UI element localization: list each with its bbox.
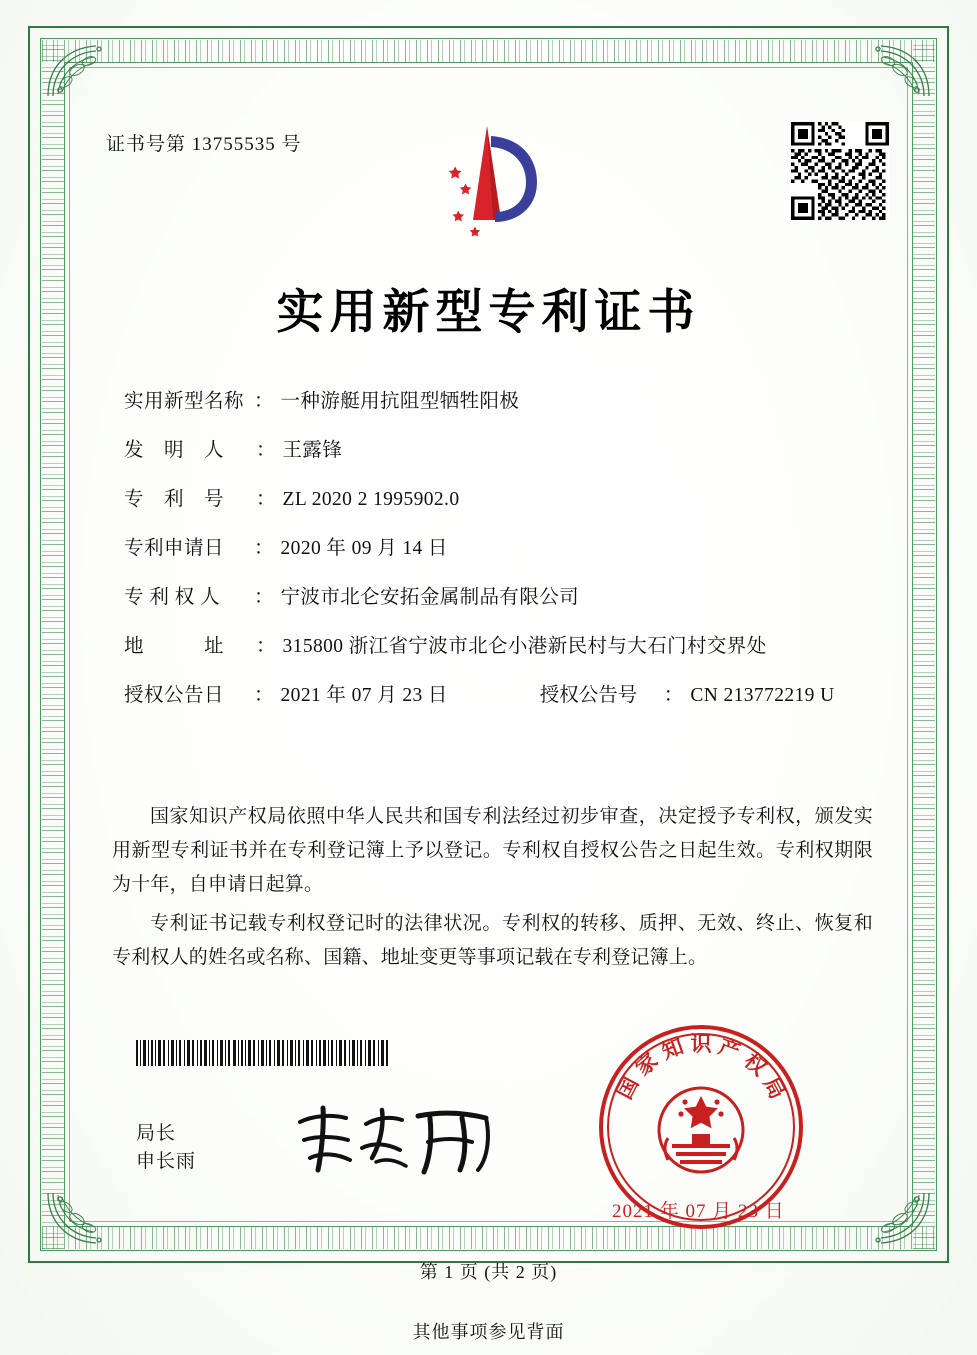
colon: ：: [663, 685, 684, 706]
value-patentee: 宁波市北仑安拓金属制品有限公司: [280, 587, 580, 608]
director-title: 局长: [136, 1123, 177, 1144]
handwritten-signature-icon: [290, 1100, 505, 1180]
corner-ornament-bottom-left: [44, 1189, 120, 1247]
label-address: 地 址: [124, 636, 225, 657]
field-row-utility-model-name: [124, 392, 867, 412]
colon: ：: [254, 391, 274, 412]
corner-ornament-top-right: [857, 42, 933, 100]
paragraph-1: 国家知识产权局依照中华人民共和国专利法经过初步审查，决定授予专利权，颁发实用新型专利证书并在专利登记簿上予以登记。专利权自授权公告之日起生效。专利权期限为十年，自申请日起算。: [112, 806, 873, 895]
field-row-inventor: [124, 441, 867, 461]
legal-text: [112, 800, 873, 980]
label-patent-number: 专 利 号: [124, 489, 225, 510]
colon: ：: [254, 587, 274, 608]
value-utility-model-name: 一种游艇用抗阻型牺牲阳极: [280, 391, 520, 412]
value-grant-publication-number: CN 213772219 U: [690, 685, 835, 706]
label-application-date: 专利申请日: [124, 538, 225, 559]
paragraph-2: 专利证书记载专利权登记时的法律状况。专利权的转移、质押、无效、终止、恢复和专利权人的姓名或名称、国籍、地址变更等事项记载在专利登记簿上。: [112, 913, 873, 968]
page-number: 第 1 页 (共 2 页): [419, 1262, 558, 1282]
svg-text:局: 局: [758, 1072, 791, 1103]
cnipa-logo-icon: [425, 120, 555, 242]
value-inventor: 王露锋: [282, 440, 343, 461]
colon: ：: [254, 685, 274, 706]
label-grant-publication-number: 授权公告号: [539, 685, 638, 706]
svg-text:识: 识: [690, 1031, 712, 1056]
label-inventor: 发 明 人: [124, 440, 225, 461]
svg-text:国: 国: [611, 1072, 644, 1103]
colon: ：: [256, 489, 276, 510]
svg-text:权: 权: [739, 1047, 772, 1081]
value-address: 315800 浙江省宁波市北仑小港新民村与大石门村交界处: [282, 636, 767, 657]
value-application-date: 2020 年 09 月 14 日: [280, 538, 448, 559]
certificate-number: 证书号第 13755535 号: [106, 134, 302, 155]
director-name: 申长雨: [136, 1151, 197, 1172]
colon: ：: [254, 538, 274, 559]
colon: ：: [256, 440, 276, 461]
field-row-grant: [124, 686, 867, 706]
qr-code-icon: [791, 122, 889, 220]
page-title: 实用新型专利证书: [276, 285, 701, 340]
corner-ornament-top-left: [44, 42, 120, 100]
svg-text:家: 家: [630, 1047, 663, 1081]
label-grant-date: 授权公告日: [124, 685, 225, 706]
field-row-patent-number: [124, 490, 867, 510]
field-row-application-date: [124, 539, 867, 559]
field-list: [124, 392, 867, 735]
seal-date: 2021 年 07 月 23 日: [612, 1201, 785, 1222]
director-block: [136, 1120, 196, 1176]
field-row-patentee: [124, 588, 867, 608]
label-patentee: 专 利 权 人: [124, 587, 221, 608]
value-grant-date: 2021 年 07 月 23 日: [280, 685, 448, 706]
footer-note: 其他事项参见背面: [412, 1322, 565, 1342]
barcode: [136, 1040, 388, 1066]
label-utility-model-name: 实用新型名称: [124, 391, 245, 412]
field-row-address: [124, 637, 867, 657]
corner-ornament-bottom-right: [857, 1189, 933, 1247]
value-patent-number: ZL 2020 2 1995902.0: [282, 489, 460, 510]
svg-text:知: 知: [658, 1033, 687, 1064]
svg-text:产: 产: [715, 1033, 744, 1064]
colon: ：: [256, 636, 276, 657]
